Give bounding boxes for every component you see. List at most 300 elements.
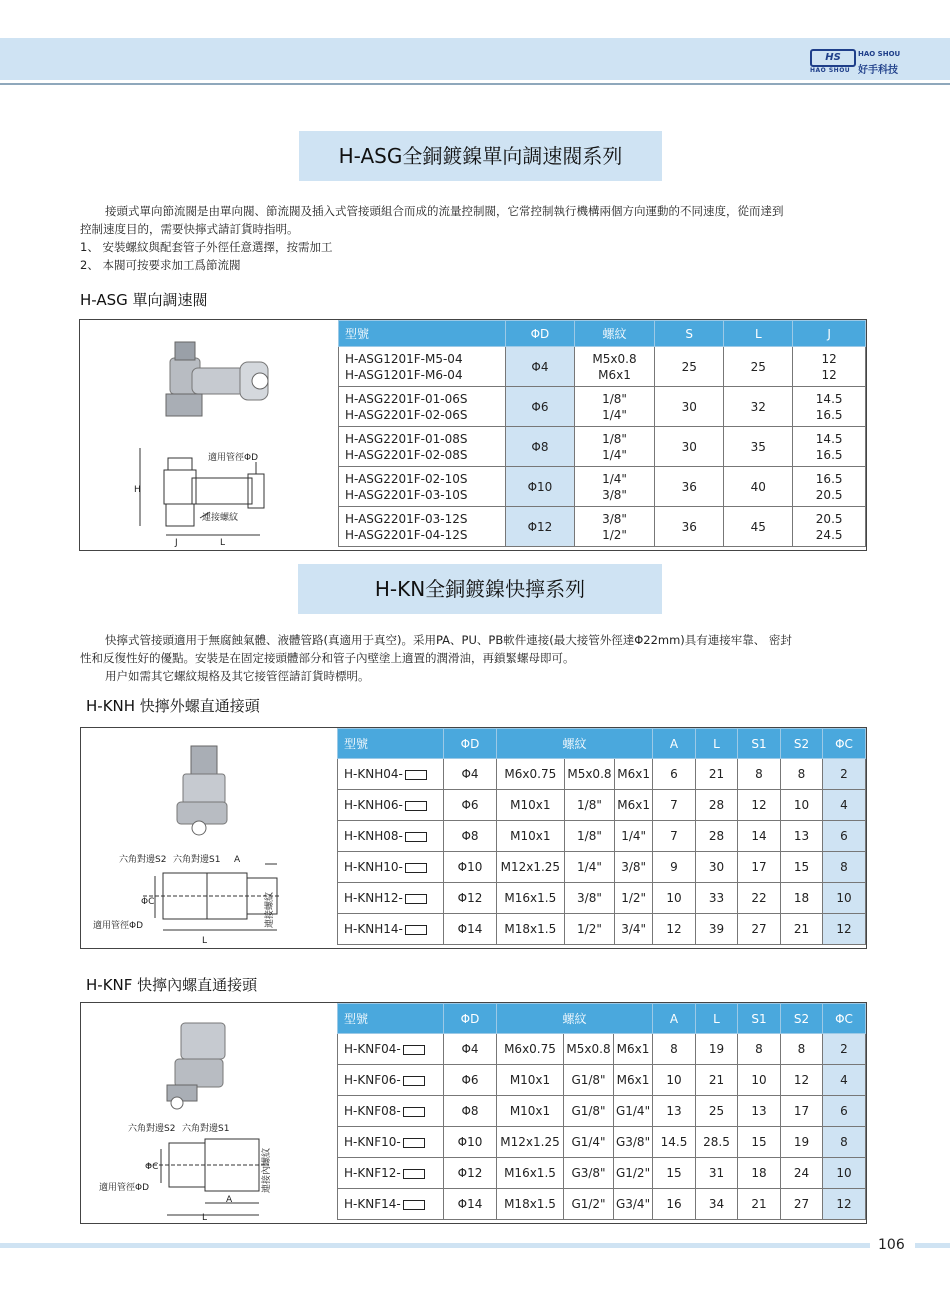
asg-j-cell [793,387,866,427]
knh-d-cell: Φ14 [444,914,497,945]
knf-product-illustration [81,1003,337,1223]
asg-col-thread: 螺紋 [574,321,654,347]
knf-thread2-cell: G1/2" [563,1189,613,1220]
asg-model-cell-line-1: H-ASG2201F-03-12S [345,511,468,526]
table-row [338,1127,866,1158]
asg-l-cell: 40 [724,467,793,507]
knf-thread2-cell: G1/8" [563,1065,613,1096]
knh-a-cell: 6 [653,759,696,790]
knf-thread3-cell: M6x1 [614,1065,653,1096]
asg-s-cell: 25 [655,347,724,387]
knh-section-title: H-KNH 快擰外螺直通接頭 [86,697,260,715]
knh-s1-label: 六角對邊S1 [173,855,221,865]
knh-thread3-cell: 3/8" [615,852,653,883]
knf-l-cell: 28.5 [696,1127,738,1158]
asg-model-cell [339,427,506,467]
asg-l-cell: 35 [724,427,793,467]
knf-col-thread: 螺紋 [497,1004,653,1034]
knh-d-cell: Φ4 [444,759,497,790]
asg-tube-label: 適用管徑ΦD [208,453,259,463]
knh-c-cell: 12 [823,914,866,945]
knh-photo [177,746,227,835]
asg-h-label: H [134,485,141,495]
knh-thread2-cell: 1/2" [564,914,615,945]
knh-model-cell [338,883,444,914]
knf-phic-label: ΦC [145,1162,159,1172]
knf-model-suffix-box [403,1169,425,1179]
knf-model-text: H-KNF10- [344,1135,401,1149]
asg-l-cell: 32 [724,387,793,427]
knf-s1-cell: 10 [738,1065,781,1096]
asg-j-cell-line-2: 16.5 [815,407,843,422]
knf-model-text: H-KNF06- [344,1073,401,1087]
knh-d-cell: Φ6 [444,790,497,821]
knf-l-label: L [202,1213,208,1223]
knh-s1-cell: 14 [738,821,781,852]
knf-s2-cell: 19 [781,1127,823,1158]
table-row [339,387,866,427]
knh-l-cell: 30 [696,852,738,883]
asg-spec-table [338,320,866,547]
asg-s-cell: 30 [655,427,724,467]
asg-j-cell-line-2: 24.5 [815,527,843,542]
table-row [339,467,866,507]
knh-c-cell: 8 [823,852,866,883]
table-row [339,427,866,467]
knh-thread1-cell: M10x1 [497,821,565,852]
knf-col-s2: S2 [781,1004,823,1034]
asg-thread-cell-line-1: M5x0.8 [592,351,637,366]
knf-s1-cell: 21 [738,1189,781,1220]
knh-thread1-cell: M6x0.75 [497,759,565,790]
asg-series-banner: H-ASG全銅鍍鎳單向調速閥系列 [299,131,662,181]
asg-thread-cell-line-1: 1/8" [602,431,627,446]
knh-thread3-cell: M6x1 [615,759,653,790]
asg-j-cell-line-1: 16.5 [815,471,843,486]
knf-s2-label: 六角對邊S2 [128,1124,176,1134]
knf-d-cell: Φ8 [444,1096,497,1127]
kn-series-banner: H-KN全銅鍍鎳快擰系列 [298,564,662,614]
knh-s2-cell: 13 [781,821,823,852]
asg-thread-cell-line-2: 3/8" [602,487,627,502]
header-divider [0,83,950,85]
knf-l-cell: 34 [696,1189,738,1220]
asg-model-cell [339,507,506,547]
knf-c-cell: 4 [823,1065,866,1096]
knf-section-title: H-KNF 快擰內螺直通接頭 [86,976,258,994]
knh-model-suffix-box [405,770,427,780]
asg-d-cell: Φ12 [506,507,575,547]
asg-j-cell-line-2: 16.5 [815,447,843,462]
table-row [338,883,866,914]
knh-col-d: ΦD [444,729,497,759]
knh-col-s2: S2 [781,729,823,759]
knh-col-a: A [653,729,696,759]
asg-l-cell: 25 [724,347,793,387]
knh-col-c: ΦC [823,729,866,759]
knf-s1-cell: 8 [738,1034,781,1065]
knh-s1-cell: 22 [738,883,781,914]
knh-drawing [143,864,281,930]
knf-thread3-cell: G3/8" [614,1127,653,1158]
asg-j-cell [793,427,866,467]
knh-thread1-cell: M18x1.5 [497,914,565,945]
table-row [338,1034,866,1065]
knf-model-cell [338,1127,444,1158]
logo-sub: HAO SHOU [810,67,851,74]
asg-d-cell: Φ6 [506,387,575,427]
asg-j-cell [793,467,866,507]
asg-j-cell-line-1: 20.5 [815,511,843,526]
table-row [338,790,866,821]
knf-model-text: H-KNF12- [344,1166,401,1180]
knh-thread-label: 連接螺紋 [265,891,275,928]
knf-col-l: L [696,1004,738,1034]
asg-j-cell-line-2: 12 [821,367,837,382]
knf-model-cell [338,1158,444,1189]
kn-intro-line-1: 快擰式管接頭適用于無腐蝕氣體、液體管路(真適用于真空)。采用PA、PU、PB軟件連接(最大接管外徑達Φ22mm)具有連接牢靠、 密封 [105,633,792,647]
asg-thread-cell-line-2: 1/2" [602,527,627,542]
knf-a-cell: 13 [653,1096,696,1127]
knh-model-text: H-KNH06- [344,798,403,812]
table-row [338,821,866,852]
knh-model-cell [338,914,444,945]
asg-product-illustration [80,320,338,550]
asg-j-label: J [175,538,178,548]
knf-model-cell [338,1189,444,1220]
knh-a-cell: 7 [653,821,696,852]
knh-thread3-cell: 1/4" [615,821,653,852]
asg-photo [166,342,268,416]
asg-thread-cell-line-1: 3/8" [602,511,627,526]
knh-s2-cell: 8 [781,759,823,790]
kn-intro-line-2: 性和反復性好的優點。安裝是在固定接頭體部分和管子內壁塗上適置的潤滑油，再鎖緊螺母即可。 [80,651,575,665]
knh-spec-table [337,728,866,945]
knf-l-cell: 25 [696,1096,738,1127]
asg-model-cell [339,347,506,387]
knf-d-cell: Φ10 [444,1127,497,1158]
knh-s2-cell: 15 [781,852,823,883]
knf-a-cell: 16 [653,1189,696,1220]
knh-a-label: A [234,855,241,865]
knf-thread2-cell: G1/4" [563,1127,613,1158]
knf-model-suffix-box [403,1045,425,1055]
knf-tube-label: 適用管徑ΦD [99,1183,150,1193]
knf-s1-cell: 18 [738,1158,781,1189]
asg-intro-line-1: 接頭式單向節流閥是由單向閥、節流閥及插入式管接頭組合而成的流量控制閥，它常控制執行機構兩個方向運動的不同速度，從而達到 [105,204,784,218]
knf-thread3-cell: G3/4" [614,1189,653,1220]
asg-s-cell: 36 [655,467,724,507]
knh-model-suffix-box [405,925,427,935]
knh-model-suffix-box [405,801,427,811]
asg-thread-label: 連接螺紋 [202,513,239,523]
knh-model-cell [338,821,444,852]
knf-l-cell: 19 [696,1034,738,1065]
knf-model-suffix-box [403,1076,425,1086]
knh-model-cell [338,852,444,883]
knf-d-cell: Φ4 [444,1034,497,1065]
asg-j-cell-line-1: 14.5 [815,391,843,406]
footer-band [0,1243,870,1248]
knf-thread1-cell: M12x1.25 [497,1127,564,1158]
knf-a-cell: 10 [653,1065,696,1096]
knf-c-cell: 8 [823,1127,866,1158]
knf-thread3-cell: G1/2" [614,1158,653,1189]
asg-model-cell [339,387,506,427]
asg-product-box [79,319,867,551]
table-row [338,852,866,883]
knf-s2-cell: 27 [781,1189,823,1220]
asg-intro-line-2: 控制速度目的，需要快擰式請訂貨時指明。 [80,222,299,236]
knh-model-suffix-box [405,863,427,873]
asg-model-cell-line-1: H-ASG1201F-M5-04 [345,351,463,366]
knf-col-c: ΦC [823,1004,866,1034]
asg-header-row [339,321,866,347]
table-row [338,1158,866,1189]
knf-s2-cell: 17 [781,1096,823,1127]
knf-thread1-cell: M16x1.5 [497,1158,564,1189]
header-band [0,38,950,80]
asg-model-cell-line-1: H-ASG2201F-01-08S [345,431,468,446]
asg-thread-cell [574,387,654,427]
knh-d-cell: Φ12 [444,883,497,914]
asg-model-cell-line-2: H-ASG1201F-M6-04 [345,367,463,382]
knh-col-l: L [696,729,738,759]
asg-thread-cell [574,507,654,547]
asg-j-cell [793,347,866,387]
knh-l-cell: 21 [696,759,738,790]
knh-s1-cell: 12 [738,790,781,821]
knf-thread1-cell: M6x0.75 [497,1034,564,1065]
knh-model-suffix-box [405,894,427,904]
knf-l-cell: 31 [696,1158,738,1189]
knf-model-cell [338,1096,444,1127]
asg-thread-cell-line-1: 1/8" [602,391,627,406]
knh-col-thread: 螺紋 [497,729,653,759]
knh-a-cell: 7 [653,790,696,821]
asg-model-cell [339,467,506,507]
knh-thread1-cell: M16x1.5 [497,883,565,914]
knh-c-cell: 10 [823,883,866,914]
knf-model-text: H-KNF04- [344,1042,401,1056]
asg-intro-line-3: 1、 安裝螺紋與配套管子外徑任意選擇，按需加工 [80,240,333,254]
knf-thread2-cell: M5x0.8 [563,1034,613,1065]
knh-model-cell [338,759,444,790]
knf-model-suffix-box [403,1107,425,1117]
asg-col-j: J [793,321,866,347]
knf-s1-cell: 13 [738,1096,781,1127]
asg-d-cell: Φ8 [506,427,575,467]
kn-intro-line-3: 用户如需其它螺紋規格及其它接管徑請訂貨時標明。 [105,669,370,683]
knh-s1-cell: 8 [738,759,781,790]
asg-j-cell-line-1: 12 [821,351,837,366]
knf-s2-cell: 8 [781,1034,823,1065]
knh-l-cell: 33 [696,883,738,914]
knh-model-suffix-box [405,832,427,842]
knf-d-cell: Φ14 [444,1189,497,1220]
knf-s2-cell: 12 [781,1065,823,1096]
knh-phic-label: ΦC [141,897,155,907]
knf-s2-cell: 24 [781,1158,823,1189]
asg-j-cell [793,507,866,547]
knf-model-cell [338,1065,444,1096]
asg-section-title: H-ASG 單向調速閥 [80,291,208,309]
table-row [338,1096,866,1127]
asg-thread-cell-line-1: 1/4" [602,471,627,486]
brand-name-en: HAO SHOU [858,50,901,58]
knf-drawing [147,1139,269,1215]
knf-thread1-cell: M10x1 [497,1065,564,1096]
knh-product-box [80,727,867,949]
knh-model-text: H-KNH04- [344,767,403,781]
asg-j-cell-line-2: 20.5 [815,487,843,502]
knh-s2-cell: 21 [781,914,823,945]
asg-model-cell-line-1: H-ASG2201F-02-10S [345,471,468,486]
knh-thread1-cell: M12x1.25 [497,852,565,883]
knh-c-cell: 4 [823,790,866,821]
table-row [338,759,866,790]
logo-mark: HS [810,49,856,67]
knh-thread2-cell: 1/8" [564,821,615,852]
knf-s1-cell: 15 [738,1127,781,1158]
knh-header-row [338,729,866,759]
table-row [338,1189,866,1220]
knf-c-cell: 6 [823,1096,866,1127]
knf-col-a: A [653,1004,696,1034]
knh-thread2-cell: M5x0.8 [564,759,615,790]
knh-thread1-cell: M10x1 [497,790,565,821]
asg-thread-cell [574,467,654,507]
knh-thread2-cell: 1/8" [564,790,615,821]
knh-thread2-cell: 1/4" [564,852,615,883]
knh-l-cell: 28 [696,821,738,852]
knf-model-text: H-KNF08- [344,1104,401,1118]
knf-col-d: ΦD [444,1004,497,1034]
knf-c-cell: 10 [823,1158,866,1189]
asg-d-cell: Φ4 [506,347,575,387]
knh-s2-cell: 18 [781,883,823,914]
asg-thread-cell-line-2: 1/4" [602,407,627,422]
knh-model-cell [338,790,444,821]
asg-col-l: L [724,321,793,347]
knf-model-suffix-box [403,1138,425,1148]
asg-j-cell-line-1: 14.5 [815,431,843,446]
asg-model-cell-line-2: H-ASG2201F-04-12S [345,527,468,542]
knf-model-text: H-KNF14- [344,1197,401,1211]
knh-d-cell: Φ10 [444,852,497,883]
knh-d-cell: Φ8 [444,821,497,852]
table-row [338,1065,866,1096]
asg-model-cell-line-2: H-ASG2201F-02-06S [345,407,468,422]
knh-a-cell: 9 [653,852,696,883]
knh-thread3-cell: M6x1 [615,790,653,821]
knh-model-text: H-KNH12- [344,891,403,905]
page-number: 106 [878,1237,905,1253]
knf-thread1-cell: M18x1.5 [497,1189,564,1220]
knf-thread2-cell: G3/8" [563,1158,613,1189]
brand-logo [810,47,920,75]
knf-spec-table [337,1003,866,1220]
knf-thread3-cell: M6x1 [614,1034,653,1065]
knf-a-label: A [226,1195,233,1205]
knh-col-model: 型號 [338,729,444,759]
knh-c-cell: 6 [823,821,866,852]
asg-col-d: ΦD [506,321,575,347]
asg-col-model: 型號 [339,321,506,347]
knf-thread-label: 連接內螺紋 [262,1147,272,1193]
knf-a-cell: 8 [653,1034,696,1065]
knh-model-text: H-KNH10- [344,860,403,874]
asg-thread-cell [574,347,654,387]
knh-s2-label: 六角對邊S2 [119,855,167,865]
knf-a-cell: 15 [653,1158,696,1189]
knf-l-cell: 21 [696,1065,738,1096]
knf-thread1-cell: M10x1 [497,1096,564,1127]
asg-s-cell: 36 [655,507,724,547]
knf-a-cell: 14.5 [653,1127,696,1158]
knh-a-cell: 12 [653,914,696,945]
table-row [338,914,866,945]
knh-product-illustration [81,728,337,948]
asg-model-cell-line-1: H-ASG2201F-01-06S [345,391,468,406]
knf-s1-label: 六角對邊S1 [182,1124,230,1134]
asg-l-label: L [220,538,226,548]
asg-model-cell-line-2: H-ASG2201F-03-10S [345,487,468,502]
knh-model-text: H-KNH08- [344,829,403,843]
knf-col-model: 型號 [338,1004,444,1034]
knh-s1-cell: 27 [738,914,781,945]
knh-col-s1: S1 [738,729,781,759]
knh-thread3-cell: 3/4" [615,914,653,945]
knf-product-box [80,1002,867,1224]
asg-model-cell-line-2: H-ASG2201F-02-08S [345,447,468,462]
knf-thread3-cell: G1/4" [614,1096,653,1127]
asg-intro-line-4: 2、 本閥可按要求加工爲節流閥 [80,258,241,272]
brand-name-cn: 好手科技 [858,65,898,76]
knh-l-cell: 28 [696,790,738,821]
knf-header-row [338,1004,866,1034]
knf-model-suffix-box [403,1200,425,1210]
knf-col-s1: S1 [738,1004,781,1034]
knh-thread2-cell: 3/8" [564,883,615,914]
knh-l-cell: 39 [696,914,738,945]
footer-band-right [915,1243,950,1248]
asg-thread-cell-line-2: M6x1 [598,367,631,382]
knh-s1-cell: 17 [738,852,781,883]
table-row [339,507,866,547]
knf-model-cell [338,1034,444,1065]
knf-c-cell: 12 [823,1189,866,1220]
knh-tube-label: 適用管徑ΦD [93,921,144,931]
knf-thread2-cell: G1/8" [563,1096,613,1127]
asg-col-s: S [655,321,724,347]
knh-c-cell: 2 [823,759,866,790]
knf-c-cell: 2 [823,1034,866,1065]
knh-s2-cell: 10 [781,790,823,821]
knf-photo [167,1023,225,1109]
asg-l-cell: 45 [724,507,793,547]
asg-thread-cell-line-2: 1/4" [602,447,627,462]
table-row [339,347,866,387]
asg-thread-cell [574,427,654,467]
knh-l-label: L [202,936,208,946]
knh-thread3-cell: 1/2" [615,883,653,914]
asg-d-cell: Φ10 [506,467,575,507]
asg-s-cell: 30 [655,387,724,427]
knf-d-cell: Φ6 [444,1065,497,1096]
knh-a-cell: 10 [653,883,696,914]
knf-d-cell: Φ12 [444,1158,497,1189]
